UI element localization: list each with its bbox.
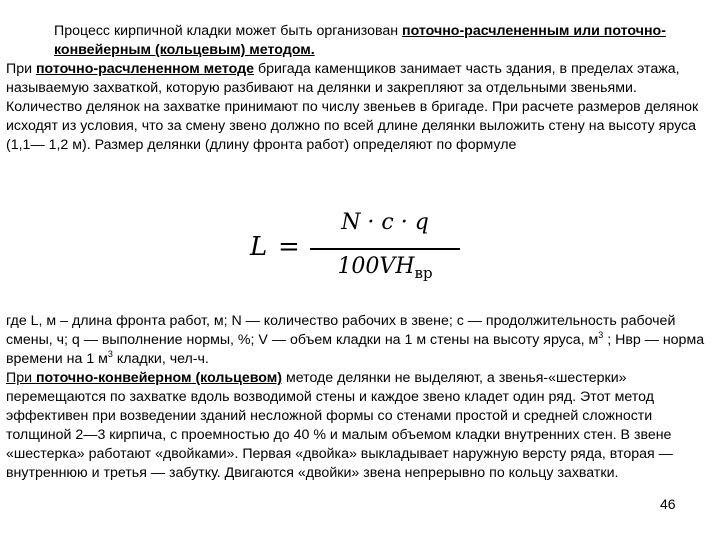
page-number: 46	[660, 496, 676, 512]
legend-part-1: где L, м – длина фронта работ, м; N — количество рабочих в звене; с — продолжительность рабочей смены, ч; q — выполнение нормы, %; V — объем кладки на 1 м стены на высоту яруса, м	[6, 313, 676, 348]
conveyor-lead: При	[6, 370, 36, 386]
conveyor-paragraph	[6, 369, 714, 483]
formula-equals: =	[278, 232, 300, 262]
formula-numerator: N · c · q	[341, 210, 429, 235]
method-name: поточно-расчлененном методе	[35, 61, 255, 77]
denominator-subscript: вр	[414, 264, 433, 282]
denominator-main: 100VH	[337, 254, 415, 279]
fraction-bar	[310, 248, 460, 250]
formula-denominator	[310, 254, 460, 282]
method-lead: При	[6, 61, 36, 77]
legend-sup-1: 3	[598, 330, 604, 340]
legend-sup-2: 3	[107, 349, 113, 359]
legend-part-3: кладки, чел-ч.	[112, 351, 209, 367]
legend-part-2: ; Нвр — норма времени на 1 м	[6, 332, 705, 367]
intro-paragraph	[6, 22, 714, 60]
conveyor-method: поточно-конвейерном (кольцевом)	[35, 370, 282, 386]
legend-section	[6, 312, 714, 483]
intro-text: Процесс кирпичной кладки может быть организован	[54, 23, 403, 39]
methods-highlight: поточно-расчлененным или поточно-конвейерным (кольцевым) методом.	[54, 23, 666, 58]
legend-paragraph	[6, 312, 714, 369]
formula-lhs: L	[250, 232, 268, 262]
method-paragraph	[6, 60, 714, 155]
conveyor-description: методе делянки не выделяют, а звенья-«шестерки» перемещаются по захватке вдоль возводимой стены и каждое звено кладет один ряд. Этот метод эффективен при возведении зданий несложной формы со стенами простой и средней сложности толщиной 2—3 кирпича, с проемностью до 40 % и малым объемом кладки внутренних стен. В звене «шестерка» работают «двойками». Первая «двойка» выкладывает наружную версту ряда, вторая — внутреннюю и третья — забутку. Двигаются «двойки» звена непрерывно по кольцу захватки.	[6, 370, 673, 481]
method-description: бригада каменщиков занимает часть здания, в пределах этажа, называемую захваткой, которую разбивают на делянки и закрепляют за отдельными звеньями. Количество делянок на захватке принимают по числу звеньев в бригаде. При расчете размеров делянок исходят из условия, что за смену звено должно по всей длине делянки выложить стену на высоту яруса (1,1— 1,2 м). Размер делянки (длину фронта работ) определяют по формуле	[6, 61, 699, 153]
intro-section	[6, 22, 714, 155]
